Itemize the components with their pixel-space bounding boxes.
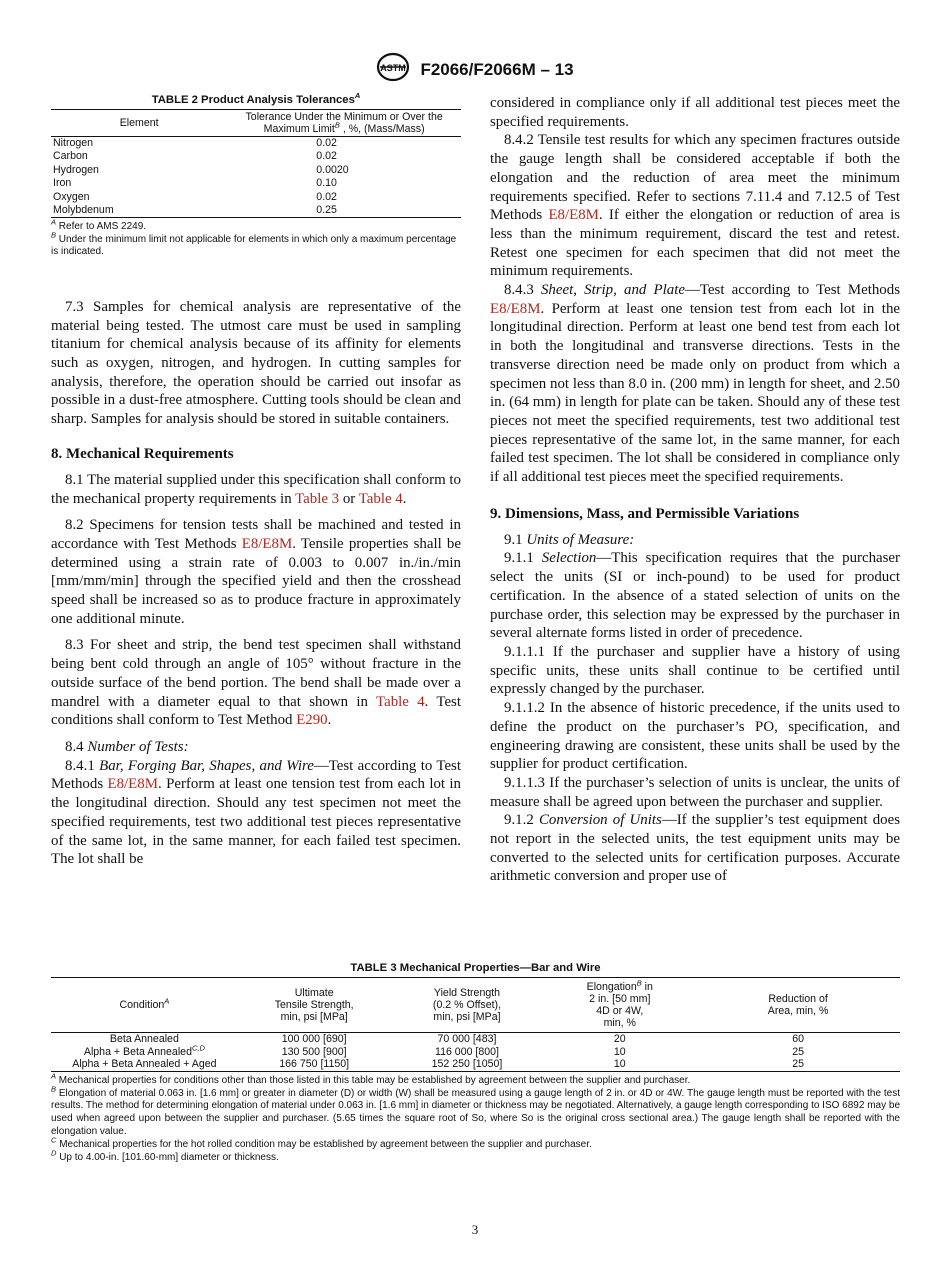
tolerance-cell: 0.02 (316, 190, 337, 203)
astm-logo-icon (376, 52, 410, 87)
condition-cell: Alpha + Beta Annealed$^{C,D}$ (83, 1043, 205, 1058)
tolerance-cell: 0.25 (227, 204, 461, 218)
elongation-cell: 10 (543, 1058, 696, 1071)
paragraph-7-3: 7.3 Samples for chemical analysis are representative of the material being tested. The utmost care must be used in sampling titanium for chemical analysis because of its affinity for elements such as oxygen, nitrogen, and hydrogen. In cutting samples for analysis, therefore, the operation should be carried out insofar as possible in a dust-free atmosphere. Cutting tools should be clean and sharp. Samples for analysis should be stored in suitable containers. (51, 298, 461, 428)
elongation-cell: 20 (613, 1033, 626, 1045)
table-row (51, 204, 461, 218)
right-column (490, 94, 900, 886)
table-2 (51, 91, 461, 259)
tolerance-cell: 0.10 (316, 177, 337, 190)
table-row (51, 1033, 900, 1046)
link-e8-e8m[interactable]: E8/E8M (490, 300, 541, 317)
table-row (51, 1058, 900, 1071)
table-3-header-elongation: Elongation$^B$ in 2 in. [50 mm] 4D or 4W, min, % (543, 978, 696, 1033)
paragraph-8-4-3: 8.4.3 Sheet, Strip, and Plate—Test according to Test Methods E8/E8M. Perform at least one tension test from each lot in the longitudinal direction. Perform at least one bend test from each lot in both the longitudinal and transverse directions. Tests in the transverse direction need be made only on product from which a specimen not less than 8.0 in. (200 mm) in length for sheet, and 2.50 in. (64 mm) in length for plate can be taken. Should any of these test pieces not meet the specified requirements, test two additional test pieces representative of the same lot, in the same manner, for each failed test specimen. The lot shall be considered in compliance only if all additional test pieces meet the specified requirements. (490, 282, 900, 486)
table-3-header-reduction: Reduction of Area, min, % (696, 978, 900, 1033)
table-2-header-element: Element (51, 110, 227, 137)
tolerance-cell: 0.02 (316, 150, 337, 163)
element-cell: Iron (53, 177, 72, 190)
table-2-grid (51, 109, 461, 218)
link-e8-e8m[interactable]: E8/E8M (548, 207, 599, 224)
table-row (51, 164, 461, 177)
page-number: 3 (471, 1222, 479, 1237)
footnote: $^B$ Under the minimum limit not applicable for elements in which only a maximum percentage is indicated. (51, 230, 457, 258)
table-row (51, 1046, 900, 1059)
paragraph-9-1-1: 9.1.1 Selection—This specification requires that the purchaser select the units (SI or inch-pound) to be used for product certification. In the absence of a stated selection of units on the purchase order, this selection may be expressed by the purchaser in several alternate forms listed in order of precedence. (490, 550, 900, 642)
elongation-cell: 10 (613, 1045, 626, 1058)
table-3-grid (51, 977, 900, 1072)
table-row (51, 150, 461, 163)
element-cell: Molybdenum (51, 204, 227, 218)
left-column (51, 91, 461, 869)
link-e8-e8m[interactable]: E8/E8M (241, 535, 293, 552)
link-e290[interactable]: E290 (296, 712, 328, 729)
link-table-4[interactable]: Table 4 (376, 693, 425, 710)
table-2-header-tolerance: Tolerance Under the Minimum or Over the Maximum Limit$^B$ , %, (Mass/Mass) (227, 110, 461, 137)
svg-text:ASTM: ASTM (380, 63, 407, 73)
reduction-cell: 25 (792, 1045, 804, 1058)
tensile-cell: 100 000 [690] (281, 1033, 347, 1045)
link-table-3[interactable]: Table 3 (295, 490, 340, 507)
link-table-4[interactable]: Table 4 (358, 490, 403, 507)
yield-cell: 70 000 [483] (437, 1033, 497, 1045)
table-2-caption: TABLE 2 Product Analysis Tolerances$^A$ (151, 91, 361, 106)
tolerance-cell: 0.0020 (316, 163, 349, 176)
footnote: $^A$ Refer to AMS 2249. (51, 218, 147, 233)
paragraph-continued: considered in compliance only if all additional test pieces meet the specified requirements. (490, 95, 900, 130)
tensile-cell: 166 750 [1150] (238, 1058, 391, 1071)
footnote: $^C$ Mechanical properties for the hot rolled condition may be established by agreement between the supplier and purchaser. (51, 1135, 592, 1150)
paragraph-9-1-1-1: 9.1.1.1 If the purchaser and supplier have a history of using specific units, these units shall continue to be certified until expressly changed by the purchaser. (490, 643, 900, 698)
yield-cell: 116 000 [800] (434, 1045, 499, 1058)
table-3-footnotes (51, 1071, 901, 1165)
footnote: $^D$ Up to 4.00-in. [101.60-mm] diameter or thickness. (51, 1148, 279, 1163)
paragraph-8-1: 8.1 The material supplied under this specification shall conform to the mechanical property requirements in Table 3 or Table 4. (51, 471, 461, 507)
table-3-header-tensile: Ultimate Tensile Strength, min, psi [MPa] (238, 978, 391, 1033)
paragraph-8-2: 8.2 Specimens for tension tests shall be machined and tested in accordance with Test Methods E8/E8M. Tensile properties shall be determined using a strain rate of 0.003 to 0.007 in./in./min [mm/mm/min] through the specified yield and then the crosshead speed shall be increased so as to produce fracture in approximately one additional minute. (51, 517, 461, 627)
section-8-heading: 8. Mechanical Requirements (51, 445, 234, 462)
table-2-footnotes (51, 218, 461, 259)
table-3-caption: TABLE 3 Mechanical Properties—Bar and Wire (350, 962, 601, 974)
tolerance-cell: 0.02 (316, 137, 337, 149)
paragraph-9-1: 9.1 Units of Measure: (504, 531, 635, 548)
paragraph-8-4-2: 8.4.2 Tensile test results for which any specimen fractures outside the gauge length shall be considered acceptable if both the elongation and the reduction of area meet the minimum requirements specified. Refer to sections 7.11.4 and 7.12.5 of Test Methods E8/E8M. If either the elongation or reduction of area is less than the minimum requirement, discard the test and retest. Retest one specimen for each specimen that did not meet the minimum requirements. (490, 132, 900, 280)
paragraph-9-1-1-3: 9.1.1.3 If the purchaser’s selection of units is unclear, the units of measure shall be agreed upon between the purchaser and supplier. (490, 774, 900, 810)
page-header (0, 52, 950, 87)
table-3-header-condition: Condition$^A$ (51, 978, 238, 1033)
link-e8-e8m[interactable]: E8/E8M (107, 776, 158, 793)
tensile-cell: 130 500 [900] (281, 1045, 347, 1058)
footnote: $^A$ Mechanical properties for conditions other than those listed in this table may be established by agreement between the supplier and purchaser. (51, 1071, 691, 1086)
reduction-cell: 60 (792, 1033, 804, 1045)
element-cell: Oxygen (53, 190, 90, 203)
yield-cell: 152 250 [1050] (391, 1058, 544, 1071)
table-row (51, 191, 461, 204)
reduction-cell: 25 (696, 1058, 900, 1071)
table-3 (51, 962, 900, 1164)
table-3-header-yield: Yield Strength (0.2 % Offset), min, psi [MPa] (391, 978, 544, 1033)
condition-cell: Beta Annealed (109, 1033, 179, 1045)
table-row (51, 137, 461, 151)
element-cell: Hydrogen (53, 163, 99, 176)
footnote: $^B$ Elongation of material 0.063 in. [1.6 mm] or greater in diameter (D) or width (W) shall be measured using a gauge length of 2 in. or 4D or 4W. The gauge length must be reported with the test results. The method for determining elongation of material under 0.063 in. [1.6 mm] in diameter or thickness may be negotiated. Alternatively, a gauge length corresponding to ISO 6892 may be used when agreed upon between the supplier and purchaser. (5.65 times the square root of So, where So is the original cross sectional area.) The gauge length shall be reported with the elongation value. (51, 1084, 901, 1137)
paragraph-8-3: 8.3 For sheet and strip, the bend test specimen shall withstand being bent cold through an angle of 105° without fracture in the outside surface of the bend portion. The bend shall be made over a mandrel with a diameter equal to that shown in Table 4. Test conditions shall conform to Test Method E290. (51, 637, 461, 729)
element-cell: Nitrogen (53, 137, 94, 149)
paragraph-8-4-1: 8.4.1 Bar, Forging Bar, Shapes, and Wire—Test according to Test Methods E8/E8M. Perform at least one tension test from each lot in the longitudinal direction. Should any test specimen not meet the specified requirements, test two additional test pieces representative of the same lot, in the same manner, for each failed test specimen. The lot shall be (51, 757, 461, 868)
section-9-heading: 9. Dimensions, Mass, and Permissible Variations (490, 505, 800, 522)
paragraph-9-1-2: 9.1.2 Conversion of Units—If the supplier’s test equipment does not report in the selected units, the test equipment units may be converted to the selected units for certification purposes. Accurate arithmetic conversion and proper use of (490, 812, 900, 885)
condition-cell: Alpha + Beta Annealed + Aged (51, 1058, 238, 1071)
paragraph-8-4: 8.4 Number of Tests: (65, 739, 189, 755)
document-designation: F2066/F2066M – 13 (420, 59, 574, 79)
table-row (51, 177, 461, 190)
element-cell: Carbon (53, 150, 88, 163)
paragraph-9-1-1-2: 9.1.1.2 In the absence of historic precedence, if the units used to define the product on the purchaser’s PO, specification, and engineering drawing are consistent, these units shall be used by the supplier for product certification. (490, 700, 900, 773)
